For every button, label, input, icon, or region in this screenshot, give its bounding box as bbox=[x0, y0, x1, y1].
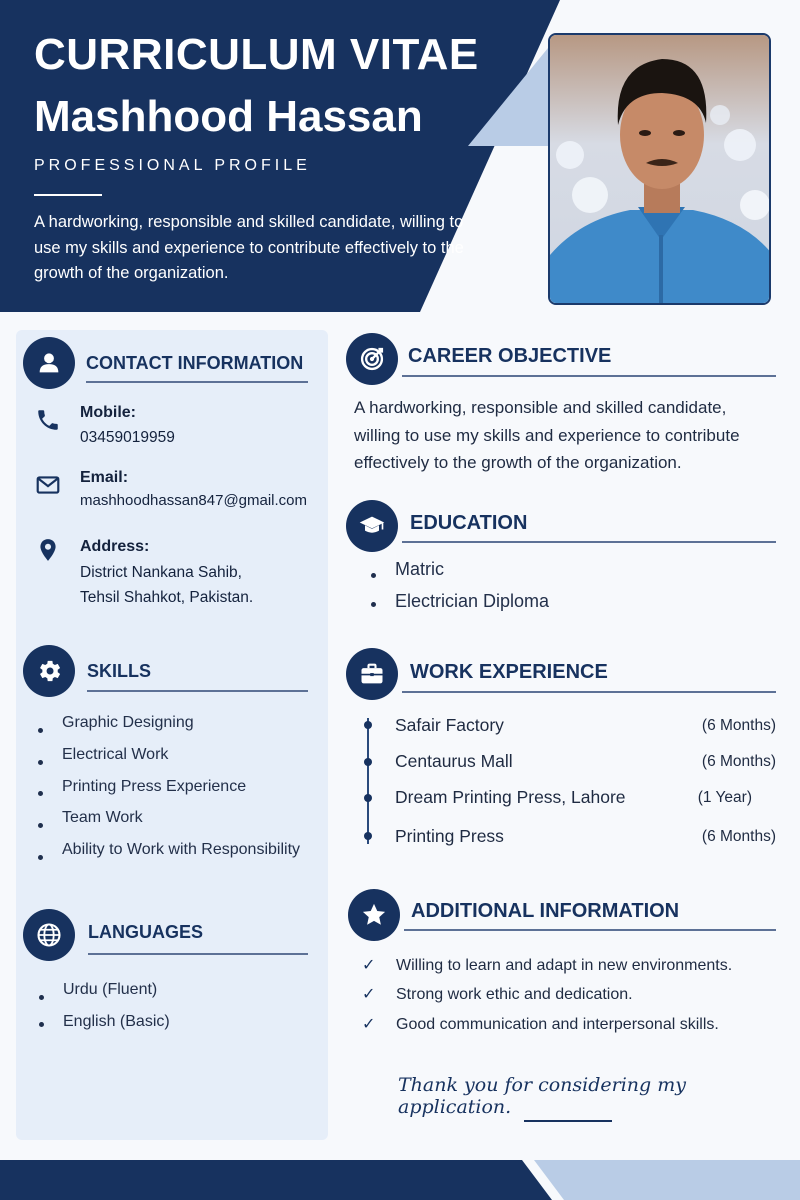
address-label: Address: bbox=[80, 538, 150, 555]
additional-section-title: ADDITIONAL INFORMATION bbox=[411, 900, 680, 922]
career-title-underline bbox=[402, 375, 776, 377]
skill-item: Ability to Work with Responsibility bbox=[36, 841, 300, 873]
skills-section-title: SKILLS bbox=[87, 661, 152, 681]
contact-section-title: CONTACT INFORMATION bbox=[86, 353, 304, 373]
skill-item: Graphic Designing bbox=[36, 714, 300, 746]
additional-item bbox=[362, 1014, 719, 1034]
timeline-dot bbox=[364, 758, 372, 766]
work-title-underline bbox=[402, 691, 776, 693]
checkmark-icon: ✓ bbox=[362, 1016, 376, 1033]
graduation-cap-icon bbox=[346, 500, 398, 552]
timeline-dot bbox=[364, 794, 372, 802]
education-item: Matric bbox=[369, 559, 549, 591]
skill-item: Printing Press Experience bbox=[36, 778, 300, 809]
email-label: Email: bbox=[80, 469, 129, 486]
target-icon bbox=[346, 333, 398, 385]
document-title: CURRICULUM VITAE bbox=[34, 30, 479, 79]
work-item bbox=[395, 826, 776, 847]
user-icon bbox=[23, 337, 75, 389]
briefcase-icon bbox=[346, 648, 398, 700]
work-place: Safair Factory bbox=[395, 715, 504, 735]
timeline-dot bbox=[364, 832, 372, 840]
work-duration: (6 Months) bbox=[701, 753, 776, 770]
star-icon bbox=[348, 889, 400, 941]
profile-subtitle: PROFESSIONAL PROFILE bbox=[34, 157, 311, 174]
career-objective-text: A hardworking, responsible and skilled candidate, willing to use my skills and experience to contribute effectively to the growth of the organization. bbox=[354, 398, 740, 473]
career-section-title: CAREER OBJECTIVE bbox=[408, 345, 612, 367]
work-item bbox=[395, 715, 776, 736]
closing-divider bbox=[524, 1120, 612, 1122]
checkmark-icon: ✓ bbox=[362, 986, 376, 1003]
additional-text: Good communication and interpersonal skills. bbox=[396, 1016, 719, 1033]
profile-summary: A hardworking, responsible and skilled candidate, willing to use my skills and experience to contribute effectively to the growth of the organization. bbox=[34, 213, 464, 283]
work-item bbox=[395, 787, 776, 808]
additional-item bbox=[362, 984, 633, 1004]
additional-item bbox=[362, 955, 732, 975]
timeline-dot bbox=[364, 721, 372, 729]
phone-icon bbox=[34, 406, 62, 434]
map-pin-icon bbox=[34, 536, 62, 564]
languages-title-underline bbox=[88, 953, 308, 955]
globe-icon bbox=[23, 909, 75, 961]
footer-band bbox=[0, 1160, 800, 1200]
work-duration: (6 Months) bbox=[701, 828, 776, 845]
email-value[interactable]: mashhoodhassan847@gmail.com bbox=[80, 492, 308, 509]
contact-title-underline bbox=[86, 381, 308, 383]
work-section-title: WORK EXPERIENCE bbox=[410, 661, 608, 683]
subtitle-divider bbox=[34, 194, 102, 196]
address-line-1: District Nankana Sahib, bbox=[80, 564, 242, 581]
work-place: Centaurus Mall bbox=[395, 751, 513, 771]
work-place: Dream Printing Press, Lahore bbox=[395, 787, 626, 807]
language-item: Urdu (Fluent) bbox=[37, 981, 170, 1013]
additional-text: Strong work ethic and dedication. bbox=[396, 986, 633, 1003]
address-line-2: Tehsil Shahkot, Pakistan. bbox=[80, 589, 254, 606]
education-list bbox=[369, 559, 549, 617]
skills-title-underline bbox=[87, 690, 308, 692]
mobile-label: Mobile: bbox=[80, 404, 136, 421]
additional-text: Willing to learn and adapt in new environments. bbox=[396, 957, 733, 974]
additional-title-underline bbox=[404, 929, 776, 931]
candidate-photo bbox=[548, 33, 771, 305]
work-timeline bbox=[367, 718, 369, 844]
closing-note: Thank you for considering my application. bbox=[398, 1074, 686, 1118]
mobile-value: 03459019959 bbox=[80, 429, 175, 446]
work-duration: (1 Year) bbox=[697, 789, 752, 806]
work-place: Printing Press bbox=[395, 826, 504, 846]
language-item: English (Basic) bbox=[37, 1013, 170, 1035]
education-title-underline bbox=[402, 541, 776, 543]
education-section-title: EDUCATION bbox=[410, 512, 528, 534]
skill-item: Electrical Work bbox=[36, 746, 300, 778]
checkmark-icon: ✓ bbox=[362, 957, 376, 974]
languages-list bbox=[37, 981, 170, 1035]
skill-item: Team Work bbox=[36, 809, 300, 841]
envelope-icon bbox=[34, 471, 62, 499]
candidate-name: Mashhood Hassan bbox=[34, 92, 423, 141]
work-duration: (6 Months) bbox=[701, 717, 776, 734]
languages-section-title: LANGUAGES bbox=[88, 922, 204, 942]
gear-icon bbox=[23, 645, 75, 697]
skills-list bbox=[36, 714, 300, 873]
education-item: Electrician Diploma bbox=[369, 591, 549, 617]
work-item bbox=[395, 751, 776, 772]
